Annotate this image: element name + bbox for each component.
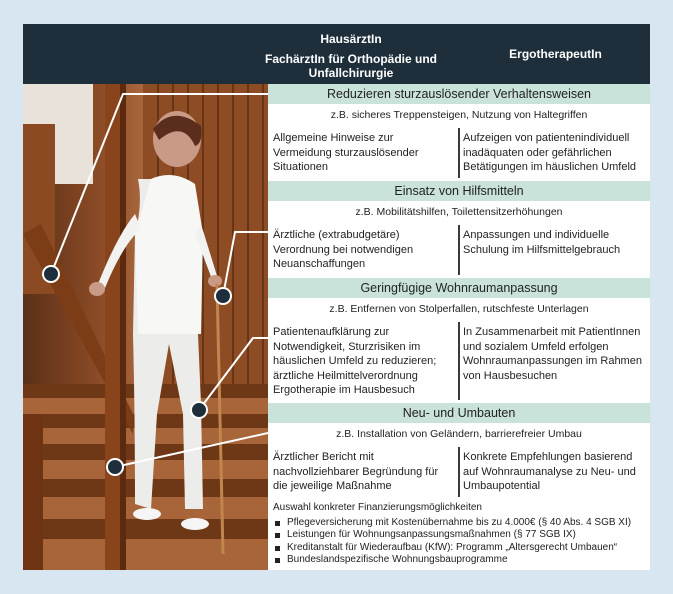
column-divider (458, 225, 460, 275)
financing-item: Kreditanstalt für Wiederaufbau (KfW): Programm „Altersgerecht Umbauen“ (273, 542, 631, 555)
header-physician-ortho: FachärztIn für Orthopädie und Unfallchirurgie (264, 52, 437, 80)
header-occupational-therapist: ErgotherapeutIn (509, 47, 602, 61)
physician-measure-construction: Ärztlicher Bericht mit nachvollziehbarer Begründung für die jeweilige Maßnahme (273, 451, 439, 493)
column-divider (458, 128, 460, 178)
therapist-measure-behaviour: Aufzeigen von patientenindividuell inadäquaten oder gefährlichen Betätigungen im häuslichen Umfeld (463, 132, 637, 174)
section-example-minor-adaptation: z.B. Entfernen von Stolperfallen, rutschfeste Unterlagen (329, 303, 589, 315)
measures-panel (268, 84, 650, 570)
section-example-construction: z.B. Installation von Geländern, barrierefreier Umbau (336, 428, 582, 440)
hotspot-banister (107, 459, 123, 475)
financing-list (273, 517, 631, 567)
header-physician-gp: HausärztIn (320, 32, 382, 46)
physician-measure-aids: Ärztliche (extrabudgetäre) Verordnung bei notwendigen Neuanschaffungen (273, 229, 414, 271)
section-title-minor-adaptation: Geringfügige Wohnraumanpassung (268, 278, 650, 298)
header-physicians (251, 32, 451, 80)
therapist-measure-construction: Konkrete Empfehlungen basierend auf Wohnraumanalyse zu Neu- und Umbaupotential (463, 451, 636, 493)
stairs-photo (23, 84, 268, 570)
figure-frame (23, 24, 650, 570)
financing-block (273, 502, 631, 567)
therapist-measure-aids: Anpassungen und individuelle Schulung im Hilfsmittelgebrauch (463, 229, 621, 256)
hotspot-cane (215, 288, 231, 304)
stairs-illustration (23, 84, 268, 570)
section-title-aids: Einsatz von Hilfsmitteln (268, 181, 650, 201)
column-divider (458, 322, 460, 400)
section-example-behaviour: z.B. sicheres Treppensteigen, Nutzung von Haltegriffen (330, 109, 588, 121)
column-header (23, 24, 650, 84)
section-title-construction: Neu- und Umbauten (268, 403, 650, 423)
financing-item: Leistungen für Wohnungsanpassungsmaßnahmen (§ 77 SGB IX) (273, 529, 631, 542)
financing-title: Auswahl konkreter Finanzierungsmöglichkeiten (273, 502, 482, 513)
section-title-behaviour: Reduzieren sturzauslösender Verhaltensweisen (268, 84, 650, 104)
hotspot-stair-step (191, 402, 207, 418)
financing-item: Pflegeversicherung mit Kostenübernahme bis zu 4.000€ (§ 40 Abs. 4 SGB XI) (273, 517, 631, 530)
column-divider (458, 447, 460, 497)
therapist-measure-minor-adaptation: In Zusammenarbeit mit PatientInnen und sozialem Umfeld erfolgen Wohnraumanpassungen im Rahmen von Hausbesuchen (463, 326, 642, 382)
physician-measure-minor-adaptation: Patientenaufklärung zur Notwendigkeit, Sturzrisiken im häuslichen Umfeld zu reduzieren; ärztliche Heilmittelverordnung Ergotherapie im Hausbesuch (273, 326, 437, 397)
physician-measure-behaviour: Allgemeine Hinweise zur Vermeidung sturzauslösender Situationen (273, 132, 419, 174)
hotspot-handrail (43, 266, 59, 282)
financing-item: Bundeslandspezifische Wohnungsbauprogramme (273, 554, 631, 567)
section-example-aids: z.B. Mobilitätshilfen, Toilettensitzerhöhungen (355, 206, 563, 218)
